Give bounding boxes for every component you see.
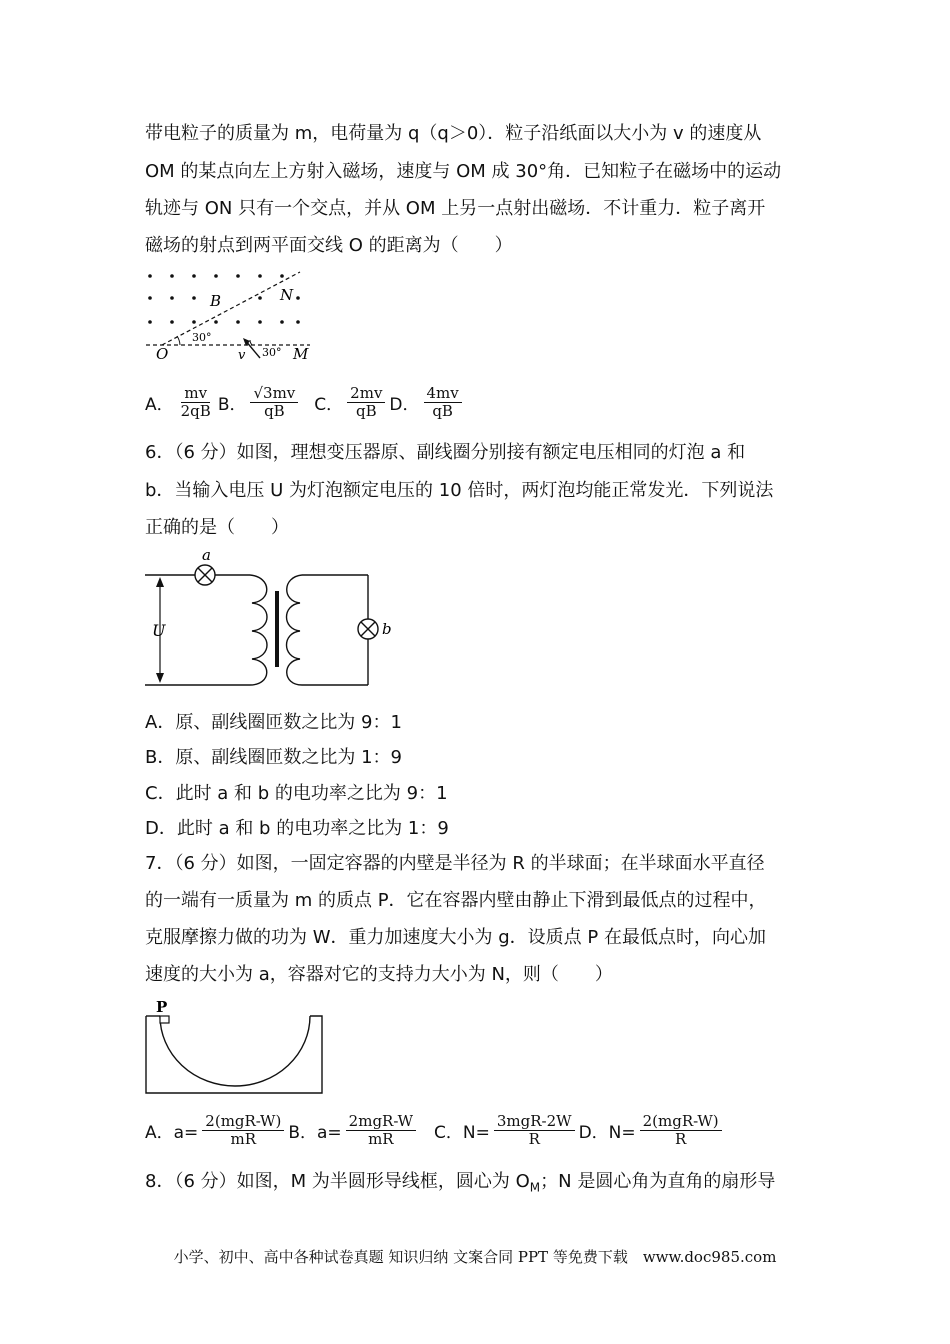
q5-option-c-den: qB [355, 402, 377, 420]
field-dots [148, 274, 300, 324]
label-o: O [156, 345, 169, 363]
q8-line-1 [145, 1170, 775, 1200]
q5-option-b-fraction [250, 385, 298, 420]
q6-line-1: 6．（6 分）如图，理想变压器原、副线圈分别接有额定电压相同的灯泡 a 和 [145, 442, 746, 463]
q6-line-2: b．当输入电压 U 为灯泡额定电压的 10 倍时，两灯泡均能正常发光．下列说法 [145, 480, 774, 501]
transformer-circuit-figure [140, 545, 400, 695]
angle-arc-v [250, 340, 252, 345]
q6-option-a: A．原、副线圈匝数之比为 9：1 [145, 712, 402, 733]
q7-option-a-label: A．a= [145, 1123, 199, 1143]
q7-option-a-fraction [202, 1113, 284, 1148]
q5-option-d-den: qB [432, 402, 453, 420]
label-n: N [280, 286, 294, 304]
q7-option-c-label: C．N= [434, 1123, 490, 1143]
label-b-lamp: b [382, 620, 392, 638]
label-v: v [238, 348, 246, 363]
q7-option-d-label: D．N= [578, 1123, 636, 1143]
q6-line-3: 正确的是（ ） [145, 517, 289, 538]
primary-coil [250, 575, 267, 685]
label-b: B [210, 292, 222, 310]
q7-option-b-fraction [346, 1113, 416, 1148]
q7-line-3: 克服摩擦力做的功为 W．重力加速度大小为 g．设质点 P 在最低点时，向心加 [145, 927, 766, 948]
q5-option-b-den: qB [264, 402, 285, 420]
particle-p [160, 1016, 169, 1023]
q5-option-b-label: B． [217, 395, 247, 415]
q5-line-1: 带电粒子的质量为 m，电荷量为 q（q＞0）．粒子沿纸面以大小为 v 的速度从 [145, 123, 762, 144]
q6-option-b: B．原、副线圈匝数之比为 1：9 [145, 747, 402, 768]
hemisphere-container-figure [140, 996, 330, 1098]
q5-line-4: 磁场的射点到两平面交线 O 的距离为（ ） [145, 235, 513, 256]
q7-option-c-den: R [528, 1130, 540, 1148]
q7-option-d-num: 2(mgR-W) [640, 1113, 722, 1131]
q7-option-a-den: mR [230, 1130, 257, 1148]
q5-option-a-fraction [178, 385, 214, 420]
q5-line-2: OM 的某点向左上方射入磁场，速度与 OM 成 30°角．已知粒子在磁场中的运动 [145, 161, 782, 182]
q5-option-d-fraction [424, 385, 462, 420]
q5-options [145, 385, 466, 420]
q7-option-d-den: R [675, 1130, 687, 1148]
q7-option-b-label: B．a= [288, 1123, 342, 1143]
q5-option-c-fraction [347, 385, 385, 420]
q7-option-d-fraction [640, 1113, 722, 1148]
q6-option-d: D．此时 a 和 b 的电功率之比为 1：9 [145, 818, 449, 839]
secondary-coil [287, 575, 303, 685]
q7-option-c-num: 3mgR-2W [494, 1113, 575, 1131]
q5-option-a-den: 2qB [180, 402, 211, 420]
magnetic-field-figure [140, 268, 320, 364]
on-line [162, 272, 300, 345]
q5-option-a-label: A． [145, 395, 174, 415]
label-angle-2: 30° [262, 346, 282, 359]
q7-line-2: 的一端有一质量为 m 的质点 P．它在容器内壁由静止下滑到最低点的过程中， [145, 890, 767, 911]
label-u: U [152, 621, 166, 640]
q5-option-c-label: C． [314, 395, 344, 415]
q7-line-1: 7．（6 分）如图，一固定容器的内壁是半径为 R 的半球面；在半球面水平直径 [145, 853, 765, 874]
q5-option-b-num: √3mv [250, 385, 298, 403]
label-p: P [156, 998, 168, 1016]
q5-option-d-label: D． [389, 395, 420, 415]
q5-option-a-num: mv [181, 385, 210, 403]
angle-arc-o [177, 336, 180, 345]
hemisphere-surface [160, 1016, 310, 1086]
q5-option-c-num: 2mv [347, 385, 385, 403]
label-m: M [293, 345, 309, 363]
q8-subscript: M [529, 1180, 541, 1195]
q7-option-a-num: 2(mgR-W) [202, 1113, 284, 1131]
q6-option-c: C．此时 a 和 b 的电功率之比为 9：1 [145, 783, 448, 804]
q5-option-d-num: 4mv [424, 385, 462, 403]
q5-line-3: 轨迹与 ON 只有一个交点，并从 OM 上另一点射出磁场．不计重力．粒子离开 [145, 198, 766, 219]
q7-option-b-num: 2mgR-W [346, 1113, 416, 1131]
q8-line-suffix: ；N 是圆心角为直角的扇形导 [540, 1171, 776, 1192]
q7-option-c-fraction [494, 1113, 575, 1148]
q7-options [145, 1113, 726, 1148]
q8-line-prefix: 8．（6 分）如图，M 为半圆形导线框，圆心为 O [145, 1171, 530, 1192]
label-a: a [202, 546, 211, 564]
page-footer: 小学、初中、高中各种试卷真题 知识归纳 文案合同 PPT 等免费下载 www.doc985.com [173, 1248, 777, 1266]
q7-option-b-den: mR [368, 1130, 394, 1148]
label-angle-1: 30° [192, 331, 212, 344]
q7-line-4: 速度的大小为 a，容器对它的支持力大小为 N，则（ ） [145, 964, 613, 985]
